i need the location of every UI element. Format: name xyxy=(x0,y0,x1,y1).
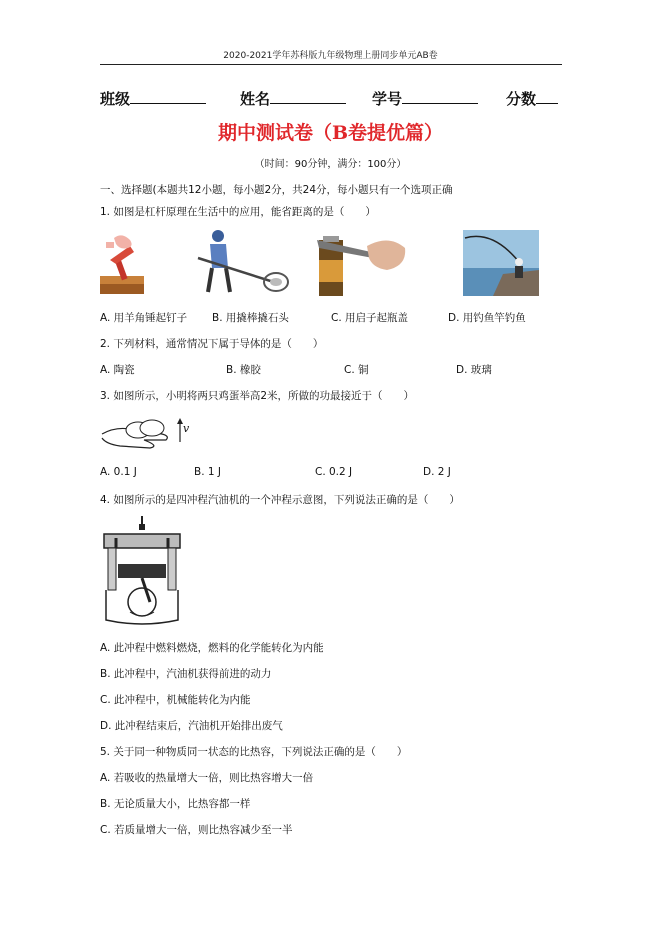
question-1-option-d[interactable]: D. 用钓鱼竿钓鱼 xyxy=(448,312,526,324)
hand-eggs-figure xyxy=(100,412,188,452)
question-1-option-a[interactable]: A. 用羊角锤起钉子 xyxy=(100,312,188,324)
question-2-stem: 2. 下列材料，通常情况下属于导体的是（ ） xyxy=(100,338,324,350)
question-1-stem: 1. 如图是杠杆原理在生活中的应用，能省距离的是（ ） xyxy=(100,206,376,218)
score-label: 分数 xyxy=(506,90,537,108)
id-label: 学号 xyxy=(372,90,403,108)
question-3-option-c[interactable]: C. 0.2 J xyxy=(315,466,353,478)
question-5-stem: 5. 关于同一种物质同一状态的比热容，下列说法正确的是（ ） xyxy=(100,746,408,758)
bottle-opener-picture xyxy=(309,232,409,296)
question-3-stem: 3. 如图所示，小明将两只鸡蛋举高2米，所做的功最接近于（ ） xyxy=(100,390,415,402)
velocity-label: v xyxy=(183,422,190,435)
question-2-option-c[interactable]: C. 铜 xyxy=(344,364,369,376)
hammer-picture xyxy=(100,232,144,296)
question-2-option-d[interactable]: D. 玻璃 xyxy=(456,364,492,376)
id-blank[interactable] xyxy=(402,89,478,104)
score-field xyxy=(506,88,558,109)
question-4-option-d[interactable]: D. 此冲程结束后，汽油机开始排出废气 xyxy=(100,720,283,732)
engine-diagram xyxy=(100,516,184,626)
name-blank[interactable] xyxy=(270,89,346,104)
question-2-option-b[interactable]: B. 橡胶 xyxy=(226,364,261,376)
running-header: 2020-2021学年苏科版九年级物理上册同步单元AB卷 xyxy=(223,51,438,61)
name-label: 姓名 xyxy=(240,90,271,108)
class-label: 班级 xyxy=(100,90,131,108)
question-5-option-c[interactable]: C. 若质量增大一倍，则比热容减少至一半 xyxy=(100,824,293,836)
id-field xyxy=(372,88,478,109)
question-4-option-c[interactable]: C. 此冲程中，机械能转化为内能 xyxy=(100,694,251,706)
score-blank[interactable] xyxy=(536,89,558,104)
name-field xyxy=(240,88,346,109)
class-blank[interactable] xyxy=(130,89,206,104)
fishing-rod-picture xyxy=(463,230,539,296)
question-3-option-a[interactable]: A. 0.1 J xyxy=(100,466,137,478)
question-5-option-a[interactable]: A. 若吸收的热量增大一倍，则比热容增大一倍 xyxy=(100,772,314,784)
question-3-option-b[interactable]: B. 1 J xyxy=(194,466,221,478)
question-4-stem: 4. 如图所示的是四冲程汽油机的一个冲程示意图，下列说法正确的是（ ） xyxy=(100,494,460,506)
class-field xyxy=(100,88,206,109)
exam-title: 期中测试卷（B卷提优篇） xyxy=(217,122,444,144)
header-rule xyxy=(100,64,562,65)
question-1-option-b[interactable]: B. 用撬棒撬石头 xyxy=(212,312,289,324)
question-2-option-a[interactable]: A. 陶瓷 xyxy=(100,364,135,376)
exam-subtitle: （时间：90分钟，满分：100分） xyxy=(254,159,407,170)
question-4-option-a[interactable]: A. 此冲程中燃料燃烧，燃料的化学能转化为内能 xyxy=(100,642,324,654)
question-5-option-b[interactable]: B. 无论质量大小，比热容都一样 xyxy=(100,798,251,810)
question-1-option-c[interactable]: C. 用启子起瓶盖 xyxy=(331,312,409,324)
question-4-option-b[interactable]: B. 此冲程中，汽油机获得前进的动力 xyxy=(100,668,272,680)
question-3-option-d[interactable]: D. 2 J xyxy=(423,466,451,478)
section-heading: 一、选择题(本题共12小题，每小题2分，共24分，每小题只有一个选项正确 xyxy=(100,184,453,196)
crowbar-picture xyxy=(188,228,298,298)
